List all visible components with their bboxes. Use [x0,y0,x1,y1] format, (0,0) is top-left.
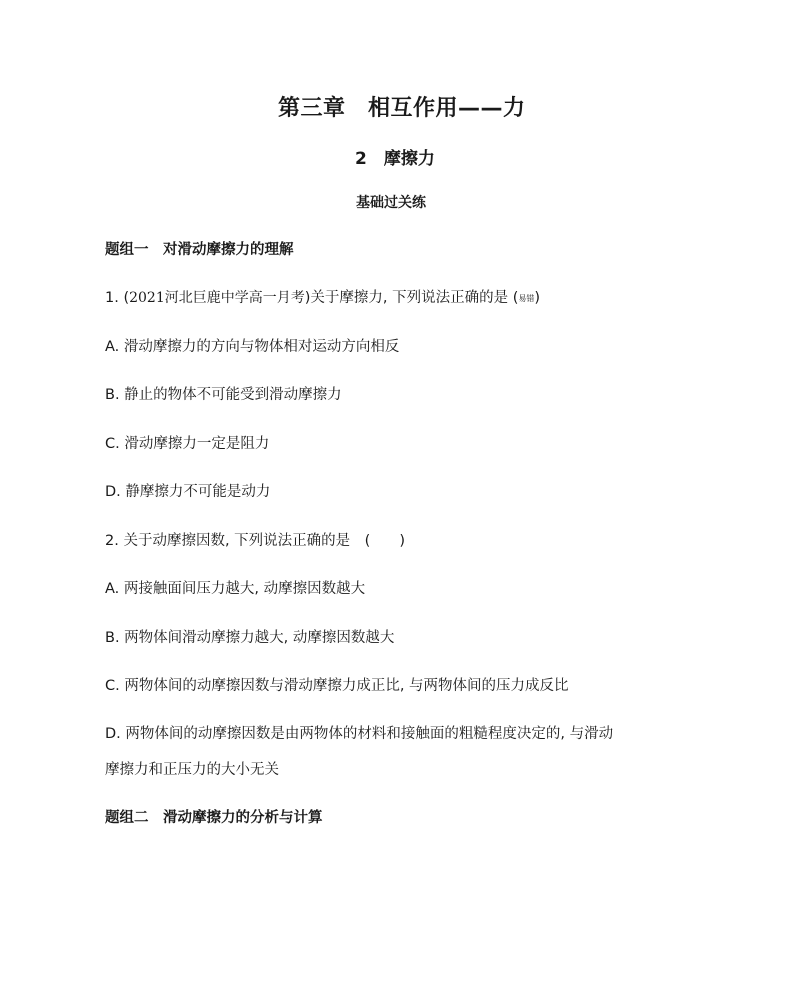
q1-note: 易错 [518,294,535,303]
group2-title: 题组二 滑动摩擦力的分析与计算 [105,810,323,826]
q2-option-d-continued: 摩擦力和正压力的大小无关 [105,762,279,778]
group1-title: 题组一 对滑动摩擦力的理解 [105,242,294,258]
q1-option-d: D. 静摩擦力不可能是动力 [105,484,271,500]
q1-stem-text: )关于摩擦力, 下列说法正确的是 ( [304,290,519,306]
q2-option-a: A. 两接触面间压力越大, 动摩擦因数越大 [105,581,366,597]
q2-option-c: C. 两物体间的动摩擦因数与滑动摩擦力成正比, 与两物体间的压力成反比 [105,678,569,694]
q1-option-a: A. 滑动摩擦力的方向与物体相对运动方向相反 [105,339,400,355]
section-title: 2 摩擦力 [355,149,435,169]
q1-close: ) [534,290,541,306]
q1-source: 2021河北巨鹿中学高一月考 [129,290,305,306]
q1-stem [105,286,540,307]
q1-option-b: B. 静止的物体不可能受到滑动摩擦力 [105,387,342,403]
subsection-title: 基础过关练 [356,195,426,211]
chapter-title: 第三章 相互作用——力 [278,96,526,121]
q1-option-c: C. 滑动摩擦力一定是阻力 [105,436,270,452]
q2-option-d: D. 两物体间的动摩擦因数是由两物体的材料和接触面的粗糙程度决定的, 与滑动 [105,726,614,742]
q2-stem: 2. 关于动摩擦因数, 下列说法正确的是 ( ) [105,533,405,549]
q1-prefix: 1. ( [105,290,130,306]
q2-option-b: B. 两物体间滑动摩擦力越大, 动摩擦因数越大 [105,630,395,646]
